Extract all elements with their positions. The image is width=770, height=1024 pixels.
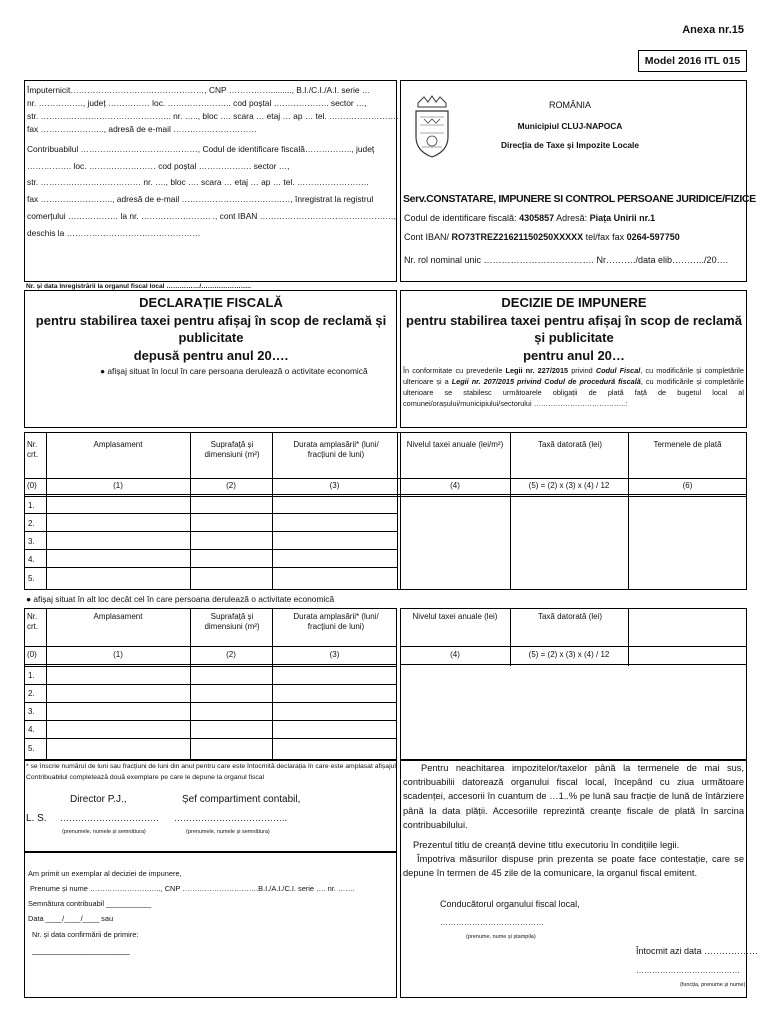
t1-code: (3)	[329, 481, 340, 490]
cod-label: Codul de identificare fiscală:	[404, 213, 520, 223]
coat-of-arms-icon	[410, 93, 454, 163]
nr-inregistrare: Nr. și data înregistrării la organul fiscal local ……………/…………………..	[26, 283, 251, 290]
decizie-text-d: Codul Fiscal	[595, 366, 641, 375]
t2-header-nr: Nr. crt.	[27, 612, 39, 631]
t2-header-durata: Durata amplasării* (luni/ fracțiuni de luni)	[293, 612, 379, 631]
t2-row-number: 2.	[28, 689, 35, 698]
cod-fiscal-line	[404, 213, 655, 224]
t1-header-nivel: Nivelul taxei anuale (lei/m²)	[406, 440, 504, 449]
sef-signature-caption: (prenumele, numele și semnătura)	[186, 829, 270, 835]
t1-row-number: 1.	[28, 501, 35, 510]
iban-line	[404, 232, 680, 243]
t1-header-suprafata: Suprafață și dimensiuni (m²)	[204, 440, 260, 459]
decizie-text-f: Legii nr. 207/2015 privind Codul de procedură fiscală	[451, 377, 641, 386]
receipt-line-6: ______________________	[32, 946, 130, 955]
bullet-1: ● afișaj situat în locul în care persoana derulează o activitate economică	[100, 366, 368, 376]
contribuabil-line: Contribuabilul ……………………………………, Codul de identificare fiscală…………….., județ	[27, 143, 375, 154]
t2-code: (4)	[450, 650, 460, 659]
imputernicit-line: Împuternicit…………………………………………, CNP ……………........., B.I./C.I./A.I. serie …	[27, 85, 371, 95]
contribuabil-line: comerțului ……………… la nr. ……………………. ., cont IBAN …………………………………………,	[27, 211, 397, 222]
receipt-line-1: Am primit un exemplar al deciziei de impunere,	[28, 869, 182, 878]
decizie-text-b: Legii nr. 227/2015	[505, 366, 569, 375]
t2-code: (3)	[329, 650, 340, 659]
t2-row-number: 4.	[28, 725, 35, 734]
director-signature-caption: (prenumele, numele și semnătura)	[62, 829, 146, 835]
t1-code: (0)	[27, 481, 37, 490]
contribuabil-line: fax …………………….., adresă de e-mail …………………………………, înregistrat la registrul	[27, 194, 374, 205]
t1-header-taxa: Taxă datorată (lei)	[537, 440, 603, 449]
contribuabil-line: deschis la …………………………………………	[27, 228, 201, 239]
bullet-2: ● afișaj situat în alt loc decât cel în care persoana derulează o activitate economică	[26, 594, 335, 604]
t2-header-amplasament: Amplasament	[93, 612, 143, 621]
declaratie-title-3: depusă pentru anul 20….	[133, 347, 289, 363]
t2-row-number: 1.	[28, 671, 35, 680]
t1-code: (2)	[226, 481, 236, 490]
intocmit-signature-caption: (funcția, prenume și nume)	[680, 982, 746, 988]
receipt-line-4: Data ____/____/____ sau	[28, 914, 114, 923]
decizie-title-1: DECIZIE DE IMPUNERE	[501, 295, 647, 310]
receipt-line-5: Nr. și data confirmării de primire:	[32, 930, 139, 939]
iban-label: Cont IBAN/	[404, 232, 452, 242]
decizie-text-a: În conformitate cu prevederile	[403, 366, 506, 375]
sef-signature-line: ………………………………..	[174, 813, 288, 823]
conducator-label: Conducătorul organului fiscal local,	[440, 899, 580, 909]
table-2-right	[400, 608, 747, 760]
t1-row-number: 5.	[28, 574, 35, 583]
t2-header-suprafata: Suprafață și dimensiuni (m²)	[204, 612, 260, 631]
t1-code: (1)	[113, 481, 123, 490]
decizie-text	[403, 365, 744, 409]
decizie-title	[402, 294, 746, 364]
t1-code: (5) = (2) x (3) x (4) / 12	[528, 481, 610, 490]
title-paragraph: Prezentul titlu de creanță devine titlu executoriu în condițiile legii.	[413, 840, 680, 850]
directia-label: Direcția de Taxe și Impozite Locale	[500, 140, 640, 150]
t2-row-number: 3.	[28, 707, 35, 716]
note-1: * se înscrie numărul de luni sau fracțiuni de luni din anul pentru care este întocmită declarația în care este amplasat afișajul	[26, 763, 396, 770]
t1-header-termene: Termenele de plată	[653, 440, 722, 449]
t1-row-number: 3.	[28, 537, 35, 546]
declaratie-title	[26, 294, 396, 364]
contribuabil-line: str. ……………………………… nr. …., bloc …. scara … etaj … ap … tel. ……………………..	[27, 177, 369, 188]
t1-row-number: 4.	[28, 555, 35, 564]
serv-label: Serv.CONSTATARE, IMPUNERE SI CONTROL PERSOANE JURIDICE/FIZICE	[403, 193, 756, 205]
penalty-paragraph: Pentru neachitarea impozitelor/taxelor până la termenele de mai sus, contribuabilii datorează organului fiscal local, începând cu ziua următoare scadenței, accesorii în cuantum de …1..% pe lună sau fracție de lună de întârziere până la data plății. Accesoriile reprezintă creanțe fiscale de plată în sarcina contribuabilului.	[403, 763, 744, 830]
t2-row-number: 5.	[28, 744, 35, 753]
t2-code: (5) = (2) x (3) x (4) / 12	[528, 650, 610, 659]
tel-label: tel/fax fax	[583, 232, 627, 242]
t1-header-durata: Durata amplasării* (luni/ fracțiuni de luni)	[293, 440, 379, 459]
t1-code: (4)	[450, 481, 460, 490]
rol-line: Nr. rol nominal unic ………………………………. Nr………./data elib………../20….	[404, 255, 729, 265]
cod-value: 4305857	[519, 213, 555, 223]
conducator-signature-caption: (prenume, nume și ștampila)	[466, 934, 536, 940]
receipt-line-2: Prenume și nume ……………………….., CNP ………………………….B.I./A.I./C.I. serie …. nr. …….	[30, 884, 355, 893]
contest-paragraph: Împotriva măsurilor dispuse prin prezenta se poate face contestație, care se depune în termen de 45 zile de la comunicare, la organul fiscal emitent.	[403, 854, 744, 879]
note-2: Contribuabilul completează două exemplare pe care le depune la organul fiscal	[26, 774, 265, 781]
declaratie-title-1: DECLARAȚIE FISCALĂ	[139, 295, 283, 310]
ls-label: L. S.	[26, 813, 47, 824]
taxpayer-text	[27, 84, 399, 240]
t2-header-nivel: Nivelul taxei anuale (lei)	[412, 612, 498, 621]
decizie-text-e: , cu modificările și completările ulterioare și a	[403, 366, 744, 386]
imputernicit-line: fax ………………….., adresă de e-mail …………………………	[27, 123, 257, 134]
model-label: Model 2016 ITL 015	[638, 50, 747, 72]
t1-code: (6)	[682, 481, 693, 490]
t1-row-number: 2.	[28, 519, 35, 528]
imputernicit-line: nr. ……………., județ …………… loc. ………………….. cod poștal ……………….. sector …,	[27, 97, 367, 108]
t1-header-nr: Nr. crt.	[27, 440, 39, 459]
adresa-label: Adresă:	[554, 213, 590, 223]
director-label: Director P.J.,	[70, 794, 127, 805]
intocmit-label: Întocmit azi data ………………	[636, 946, 759, 956]
decizie-title-2: pentru stabilirea taxei pentru afișaj în scop de reclamă și publicitate	[406, 312, 742, 346]
declaratie-title-2: pentru stabilirea taxei pentru afișaj în scop de reclamă și publicitate	[35, 312, 387, 346]
tel-value: 0264-597750	[626, 232, 680, 242]
sef-label: Șef compartiment contabil,	[182, 794, 301, 805]
decizie-title-3: pentru anul 20…	[523, 347, 625, 363]
contribuabil-line: ……………. loc. …………………… cod poștal ………………. sector …,	[27, 160, 290, 171]
decizie-text-c: privind	[568, 366, 596, 375]
municipiu-label: Municipiul CLUJ-NAPOCA	[517, 121, 623, 131]
t2-code: (2)	[226, 650, 236, 659]
t2-code: (0)	[27, 650, 37, 659]
t2-code: (1)	[113, 650, 123, 659]
director-signature-line: ……………………………	[60, 813, 159, 823]
t1-header-amplasament: Amplasament	[93, 440, 143, 449]
receipt-line-3: Semnătura contribuabil ___________	[28, 899, 152, 908]
adresa-value: Piața Unirii nr.1	[589, 213, 656, 223]
romania-label: ROMÂNIA	[548, 100, 591, 110]
t2-header-taxa: Taxă datorată (lei)	[537, 612, 603, 621]
conducator-signature-line: …………………………………	[440, 918, 544, 927]
anexa-label: Anexa nr.15	[682, 24, 744, 36]
imputernicit-line: str. ……………………………………….. nr. ….., bloc …. scara … etaj … ap … tel. …………………….	[27, 110, 399, 121]
decizie-text-g: , cu modificările și completările ulterioare se stabilesc următoarele obligații de plată față de bugetul local al comunei/orașului/municipiului/sectorului ………………………………..:	[403, 377, 744, 408]
iban-value: RO73TREZ21621150250XXXXX	[451, 232, 584, 242]
intocmit-signature-line: …………………………………	[636, 966, 740, 975]
